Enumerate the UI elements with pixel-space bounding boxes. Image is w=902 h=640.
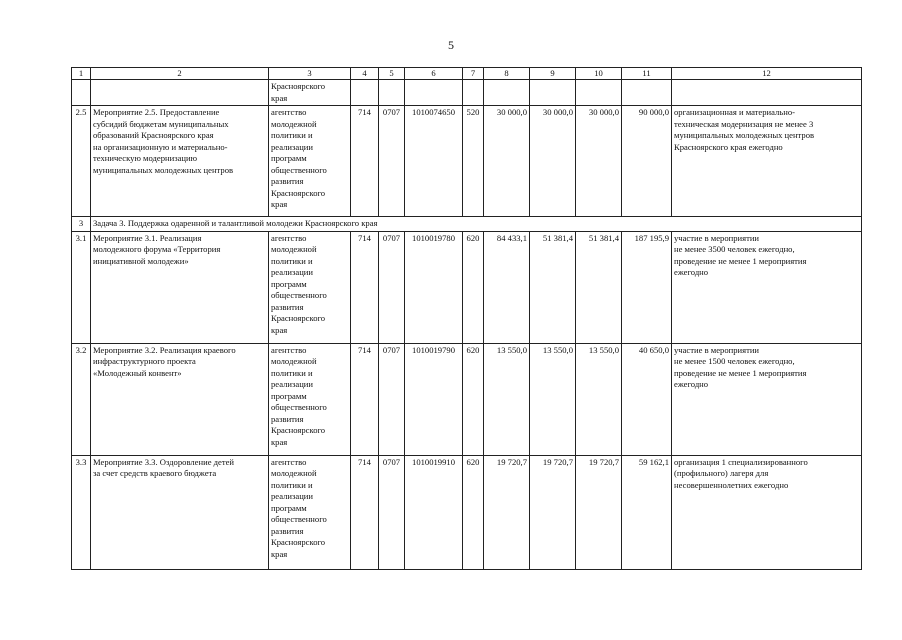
- grbs-code: 714: [351, 343, 379, 455]
- agency-cell: агентство молодежной политики и реализации программ общественного развития Красноярского края: [269, 106, 351, 217]
- page-number: 5: [448, 38, 454, 52]
- vr-code: 620: [463, 455, 484, 569]
- amount-year1: 13 550,0: [484, 343, 530, 455]
- row-number: 3.1: [72, 231, 91, 343]
- header-cell: 7: [463, 68, 484, 80]
- agency-cell: агентство молодежной политики и реализации программ общественного развития Красноярского края: [269, 343, 351, 455]
- csr-code: 1010019780: [405, 231, 463, 343]
- table-row: [72, 231, 862, 343]
- amount-year3: 30 000,0: [576, 106, 622, 217]
- table-row: [72, 343, 862, 455]
- cell: [672, 80, 862, 106]
- row-number: 3.2: [72, 343, 91, 455]
- agency-cell: агентство молодежной политики и реализации программ общественного развития Красноярского края: [269, 455, 351, 569]
- amount-year1: 19 720,7: [484, 455, 530, 569]
- expected-result: организация 1 специализированного (профильного) лагеря для несовершеннолетних ежегодно: [672, 455, 862, 569]
- amount-total: 187 195,9: [622, 231, 672, 343]
- activity-name: Мероприятие 2.5. Предоставление субсидий бюджетам муниципальных образований Красноярского края на организационную и материально- техническую модернизацию муниципальных молодежных центров: [91, 106, 269, 217]
- grbs-code: 714: [351, 231, 379, 343]
- cell: [351, 80, 379, 106]
- activity-name: Мероприятие 3.2. Реализация краевого инфраструктурного проекта «Молодежный конвент»: [91, 343, 269, 455]
- cell: [91, 80, 269, 106]
- activity-name: Мероприятие 3.1. Реализация молодежного форума «Территория инициативной молодежи»: [91, 231, 269, 343]
- grbs-code: 714: [351, 106, 379, 217]
- task-row: [72, 217, 862, 232]
- amount-year1: 84 433,1: [484, 231, 530, 343]
- task-title: Задача 3. Поддержка одаренной и талантливой молодежи Красноярского края: [91, 217, 862, 232]
- amount-year3: 19 720,7: [576, 455, 622, 569]
- amount-year2: 19 720,7: [530, 455, 576, 569]
- header-cell: 5: [379, 68, 405, 80]
- header-cell: 9: [530, 68, 576, 80]
- amount-total: 40 650,0: [622, 343, 672, 455]
- amount-year1: 30 000,0: [484, 106, 530, 217]
- cell: [72, 80, 91, 106]
- vr-code: 520: [463, 106, 484, 217]
- amount-year3: 51 381,4: [576, 231, 622, 343]
- amount-year3: 13 550,0: [576, 343, 622, 455]
- agency-cell: агентство молодежной политики и реализации программ общественного развития Красноярского края: [269, 231, 351, 343]
- vr-code: 620: [463, 343, 484, 455]
- row-number: 2.5: [72, 106, 91, 217]
- continuation-row: [72, 80, 862, 106]
- cell: [622, 80, 672, 106]
- cell: [576, 80, 622, 106]
- vr-code: 620: [463, 231, 484, 343]
- header-cell: 8: [484, 68, 530, 80]
- header-cell: 1: [72, 68, 91, 80]
- amount-year2: 51 381,4: [530, 231, 576, 343]
- header-cell: 4: [351, 68, 379, 80]
- rzpr-code: 0707: [379, 106, 405, 217]
- expected-result: участие в мероприятии не менее 1500 человек ежегодно, проведение не менее 1 мероприятия ежегодно: [672, 343, 862, 455]
- grbs-code: 714: [351, 455, 379, 569]
- header-cell: 2: [91, 68, 269, 80]
- expected-result: участие в мероприятии не менее 3500 человек ежегодно, проведение не менее 1 мероприятия ежегодно: [672, 231, 862, 343]
- header-cell: 3: [269, 68, 351, 80]
- amount-year2: 30 000,0: [530, 106, 576, 217]
- cell: [463, 80, 484, 106]
- amount-total: 90 000,0: [622, 106, 672, 217]
- rzpr-code: 0707: [379, 231, 405, 343]
- cell: [405, 80, 463, 106]
- csr-code: 1010074650: [405, 106, 463, 217]
- header-cell: 6: [405, 68, 463, 80]
- cell: [379, 80, 405, 106]
- program-table: [71, 67, 862, 570]
- csr-code: 1010019790: [405, 343, 463, 455]
- cell: [530, 80, 576, 106]
- cell: [484, 80, 530, 106]
- table-row: [72, 106, 862, 217]
- rzpr-code: 0707: [379, 455, 405, 569]
- header-cell: 12: [672, 68, 862, 80]
- activity-name: Мероприятие 3.3. Оздоровление детей за счет средств краевого бюджета: [91, 455, 269, 569]
- task-number: 3: [72, 217, 91, 232]
- amount-year2: 13 550,0: [530, 343, 576, 455]
- header-row: [72, 68, 862, 80]
- agency-cell: Красноярского края: [269, 80, 351, 106]
- amount-total: 59 162,1: [622, 455, 672, 569]
- header-cell: 10: [576, 68, 622, 80]
- rzpr-code: 0707: [379, 343, 405, 455]
- header-cell: 11: [622, 68, 672, 80]
- expected-result: организационная и материально- техническая модернизация не менее 3 муниципальных молодежных центров Красноярского края ежегодно: [672, 106, 862, 217]
- row-number: 3.3: [72, 455, 91, 569]
- table-row: [72, 455, 862, 569]
- csr-code: 1010019910: [405, 455, 463, 569]
